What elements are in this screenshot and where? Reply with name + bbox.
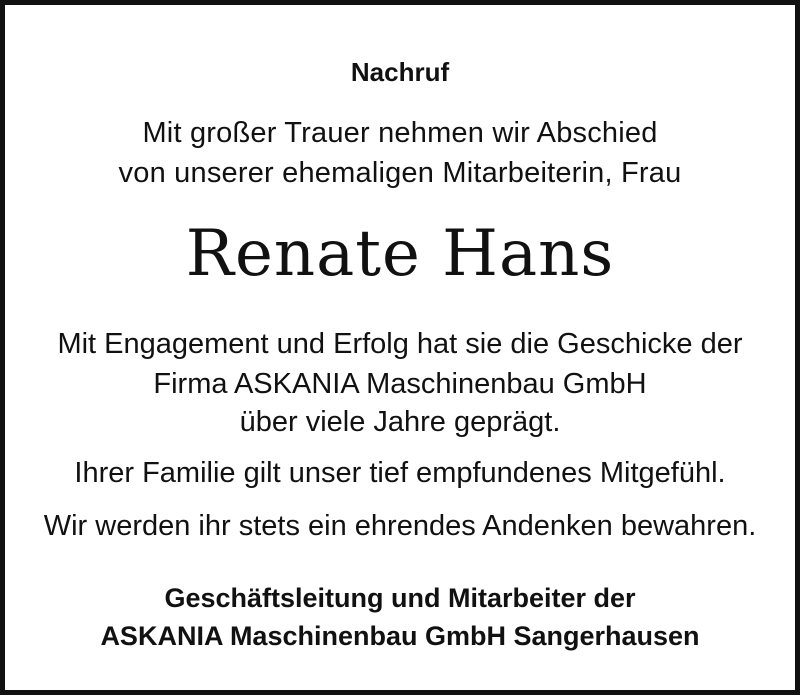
notice-heading: Nachruf xyxy=(350,57,450,87)
signature-line-1: Geschäftsleitung und Mitarbeiter der xyxy=(164,583,636,613)
body-line-2: Firma ASKANIA Maschinenbau GmbH xyxy=(153,368,647,400)
condolence-line: Ihrer Familie gilt unser tief empfundenes Mitgefühl. xyxy=(74,457,726,489)
intro-line-2: von unserer ehemaligen Mitarbeiterin, Frau xyxy=(118,157,682,189)
intro-line-1: Mit großer Trauer nehmen wir Abschied xyxy=(142,117,658,149)
body-line-3: über viele Jahre geprägt. xyxy=(239,406,561,438)
remembrance-line: Wir werden ihr stets ein ehrendes Andenken bewahren. xyxy=(43,510,757,542)
signature-line-2: ASKANIA Maschinenbau GmbH Sangerhausen xyxy=(100,621,700,651)
deceased-name: Renate Hans xyxy=(185,217,615,291)
body-line-1: Mit Engagement und Erfolg hat sie die Geschicke der xyxy=(57,328,743,360)
